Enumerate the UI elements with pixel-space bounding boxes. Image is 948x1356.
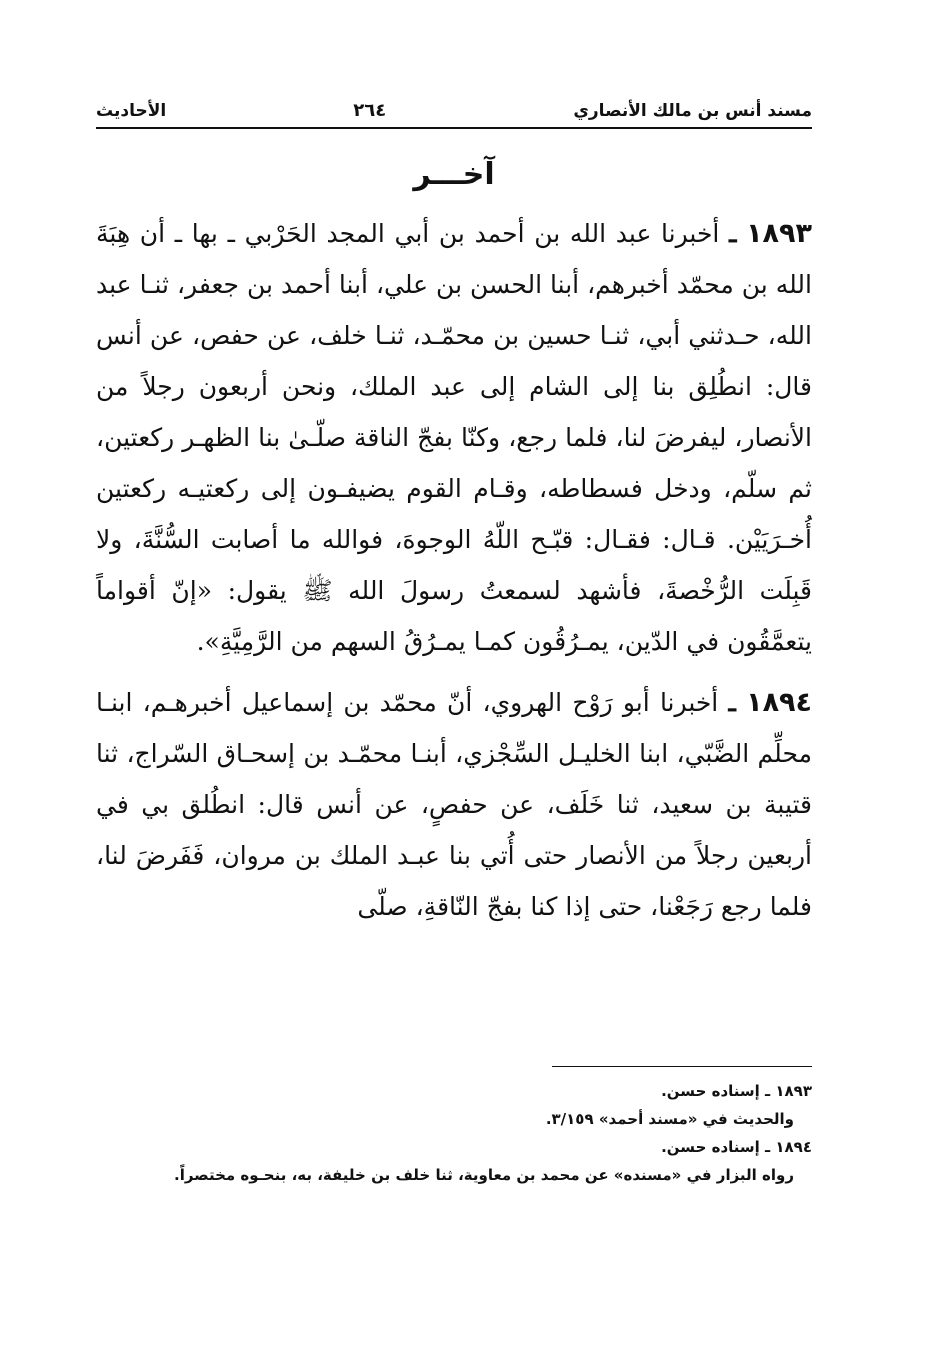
hadith-1893 xyxy=(96,208,812,667)
running-header xyxy=(96,100,812,129)
page-number: ٢٦٤ xyxy=(353,100,387,121)
footnote-divider xyxy=(552,1066,812,1067)
footnote-line: رواه البزار في «مسنده» عن محمد بن معاوية، ثنا خلف بن خليفة، به، بنحـوه مختصراً. xyxy=(174,1166,794,1184)
section-title: آخـــر xyxy=(413,157,495,192)
hadith-text: أخبرنا عبد الله بن أحمد بن أبي المجد الحَرْبي ـ بها ـ أن هِبَةَ الله بن محمّد أخبرهم، أبنا الحسن بن علي، أبنا أحمد بن جعفر، ثنـا عبد الله، حـدثني أبي، ثنـا حسين بن محمّـد، ثنـا خلف، عن حفص، عن أنس قال: انطُلِق بنا إلى الشام إلى عبد الملك، ونحن أربعون رجلاً من الأنصار، ليفرضَ لنا، فلما رجع، وكنّا بفجّ الناقة صلّـىٰ بنا الظهـر ركعتين، ثم سلّم، ودخل فسطاطه، وقـام القوم يضيفـون إلى ركعتيـه ركعتين أُخـرَيَيْن. قـال: فقـال: قبّـح اللّهُ الوجوهَ، فوالله ما أصابت السُّنَّةَ، ولا قَبِلَت الرُّخْصةَ، فأشهد لسمعتُ رسولَ الله ﷺ يقول: «إنّ أقواماً يتعمَّقُون في الدّين، يمـرُقُون كمـا يمـرُقُ السهم من الرَّمِيَّةِ». xyxy=(96,219,812,656)
hadith-text: أخبرنا أبو رَوْح الهروي، أنّ محمّد بن إسماعيل أخبرهـم، ابنـا محلِّم الضَّبّي، ابنا الخليـل السِّجْزي، أبنـا محمّـد بن إسحـاق السّراج، ثنا قتيبة بن سعيد، ثنا خَلَف، عن حفصٍ، عن أنس قال: انطُلق بي في أربعين رجلاً من الأنصار حتى أُتي بنا عبـد الملك بن مروان، فَفَرضَ لنا، فلما رجع رَجَعْنا، حتى إذا كنا بفجّ النّاقةِ، صلّى xyxy=(96,688,812,921)
hadith-1894 xyxy=(96,677,812,932)
page-body xyxy=(96,100,812,932)
footnote-line: ١٨٩٣ ـ إسناده حسن. xyxy=(661,1082,812,1100)
hadith-separator: ـ xyxy=(729,219,737,248)
section-name: الأحاديث xyxy=(96,101,167,121)
book-title: مسند أنس بن مالك الأنصاري xyxy=(573,101,812,121)
footnote-line: والحديث في «مسند أحمد» ٣/١٥٩. xyxy=(545,1110,794,1128)
hadith-number: ١٨٩٣ xyxy=(746,218,812,249)
hadith-separator: ـ xyxy=(728,688,736,717)
footnotes xyxy=(96,1066,812,1189)
footnote-line: ١٨٩٤ ـ إسناده حسن. xyxy=(661,1138,812,1156)
hadith-number: ١٨٩٤ xyxy=(746,687,813,718)
